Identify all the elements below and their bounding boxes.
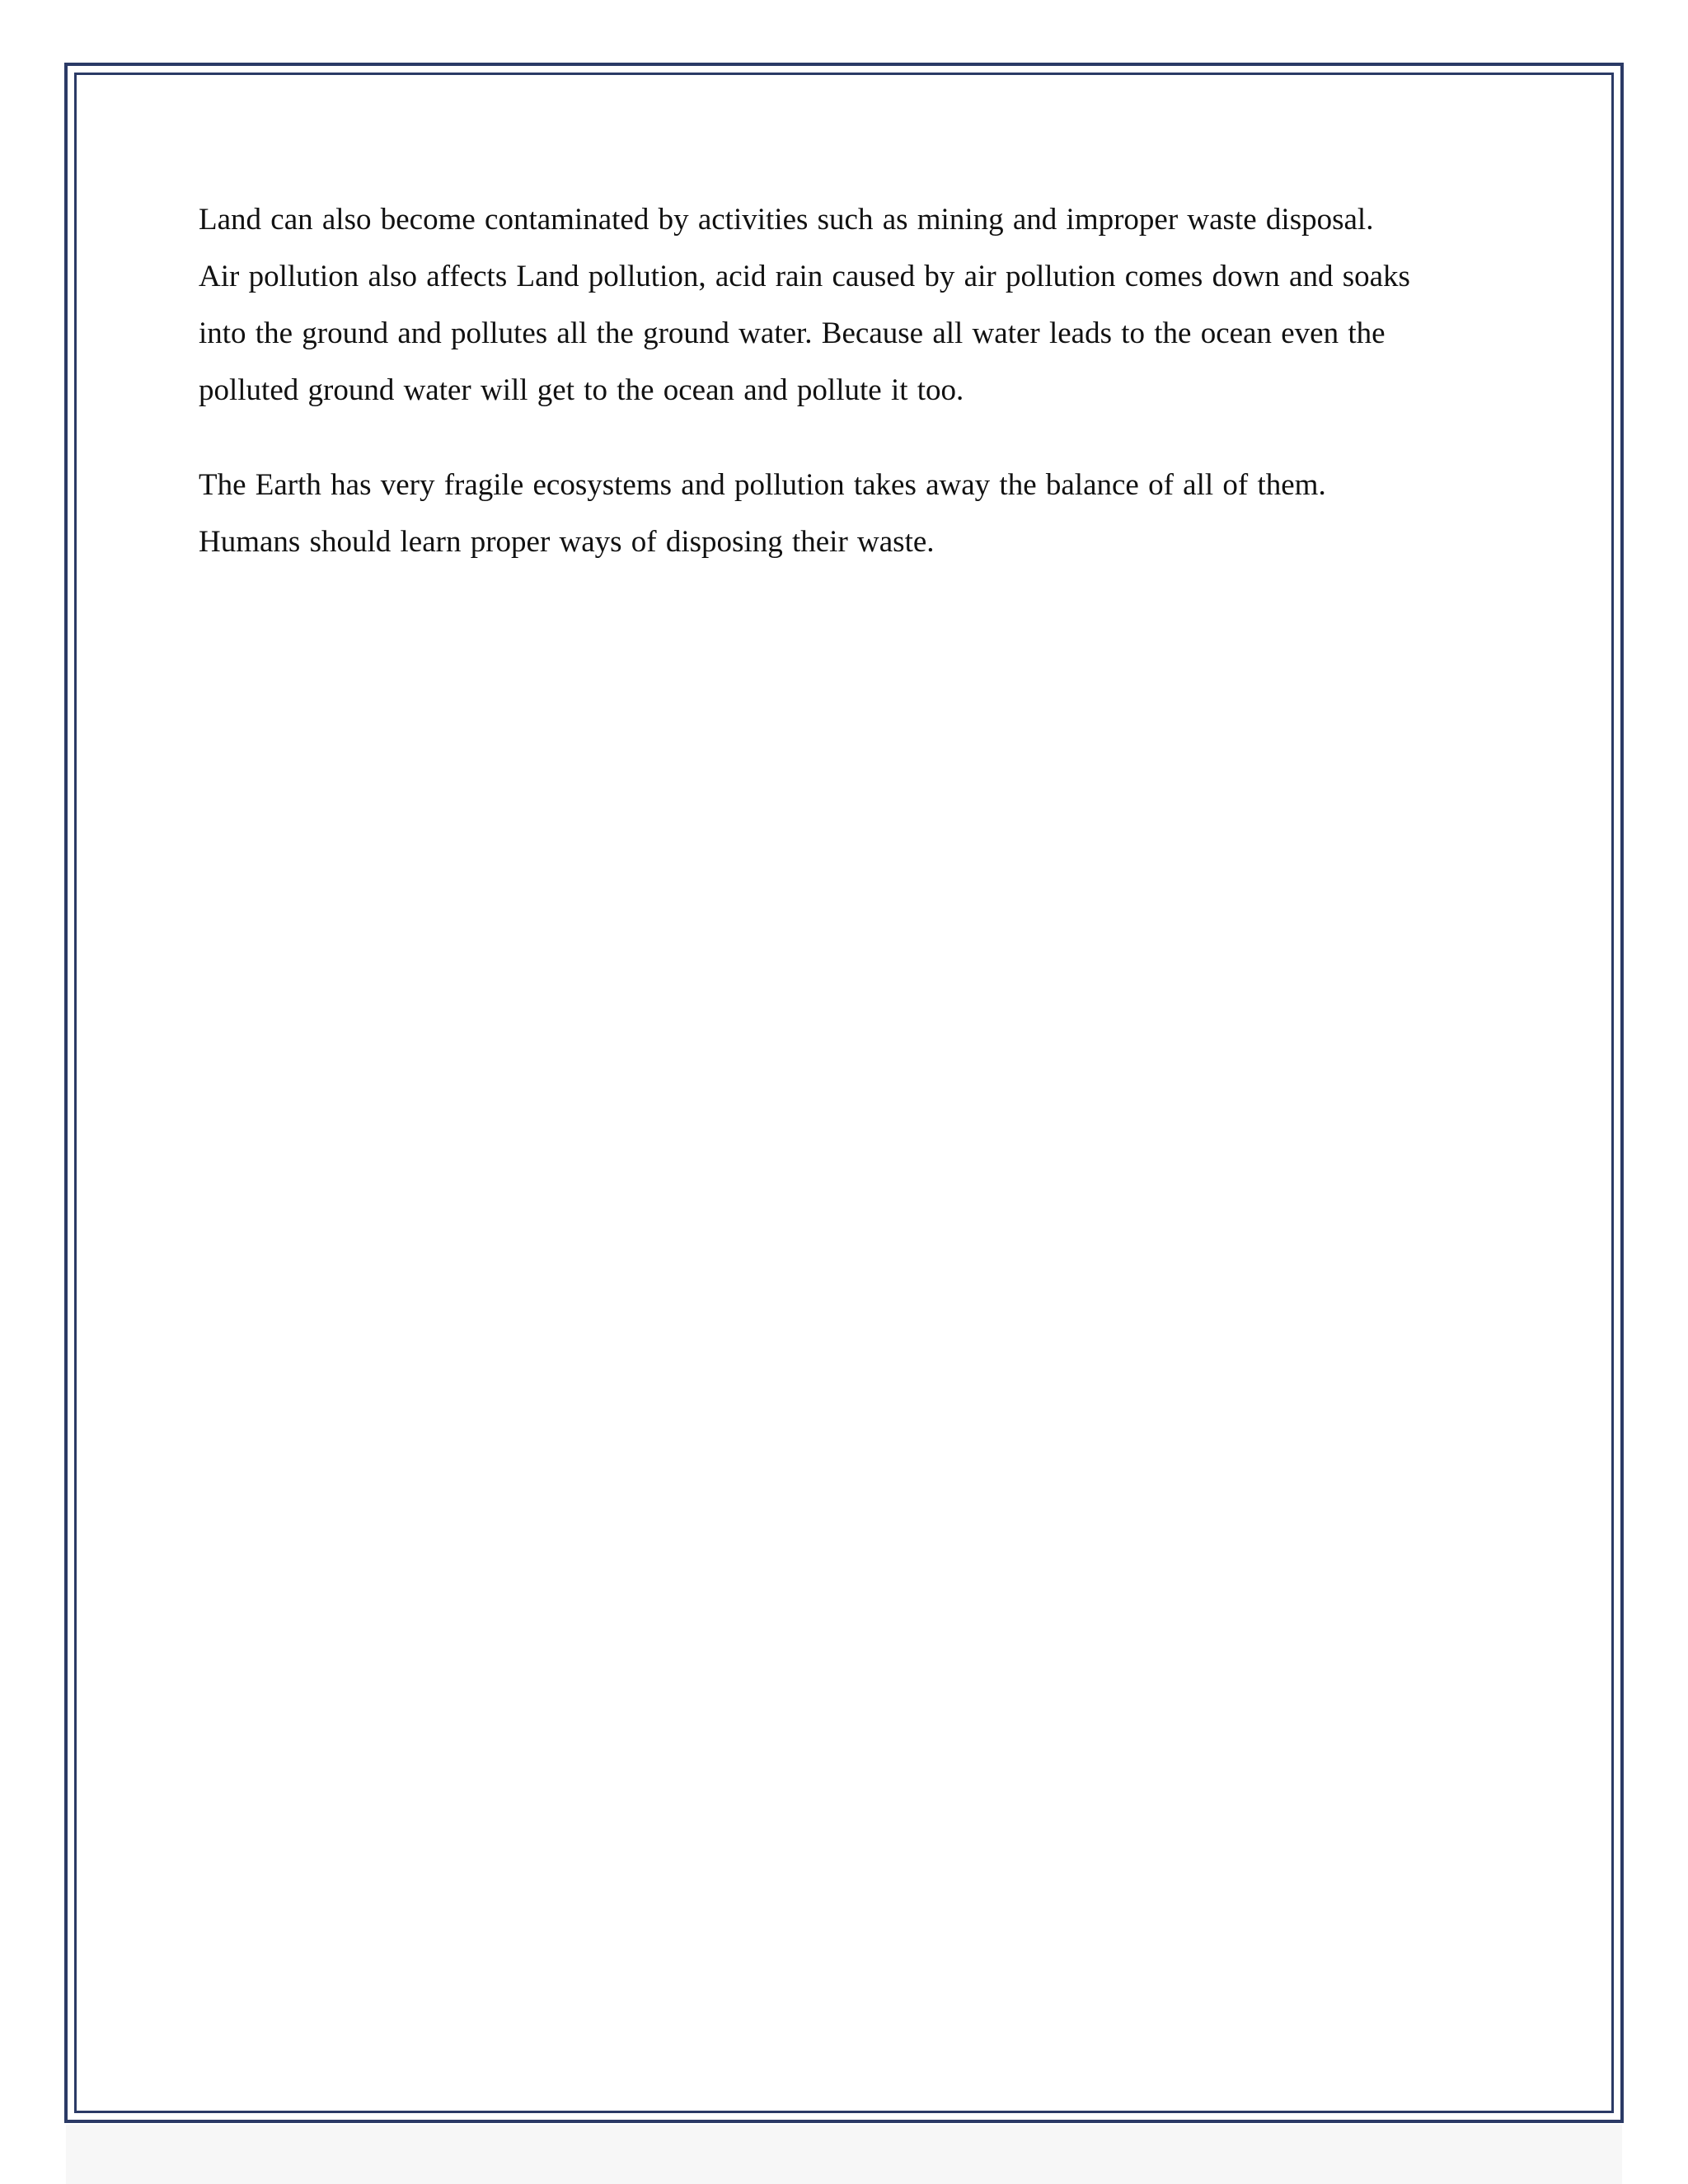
paragraph-line: into the ground and pollutes all the ground water. Because all water leads to the ocean even the: [199, 316, 1386, 350]
paragraph-spacer: [199, 419, 1501, 457]
paragraph: [199, 457, 1501, 570]
paragraph-line: The Earth has very fragile ecosystems and pollution takes away the balance of all of them.: [199, 468, 1326, 502]
paragraph-line: Land can also become contaminated by activities such as mining and improper waste disposal.: [199, 203, 1374, 237]
document-body: [199, 191, 1501, 570]
paragraph: [199, 191, 1501, 419]
page-bottom-margin: [66, 2125, 1622, 2184]
paragraph-line: Humans should learn proper ways of disposing their waste.: [199, 525, 935, 559]
paragraph-line: polluted ground water will get to the ocean and pollute it too.: [199, 373, 964, 407]
paragraph-line: Air pollution also affects Land pollution, acid rain caused by air pollution comes down and soaks: [199, 260, 1410, 293]
